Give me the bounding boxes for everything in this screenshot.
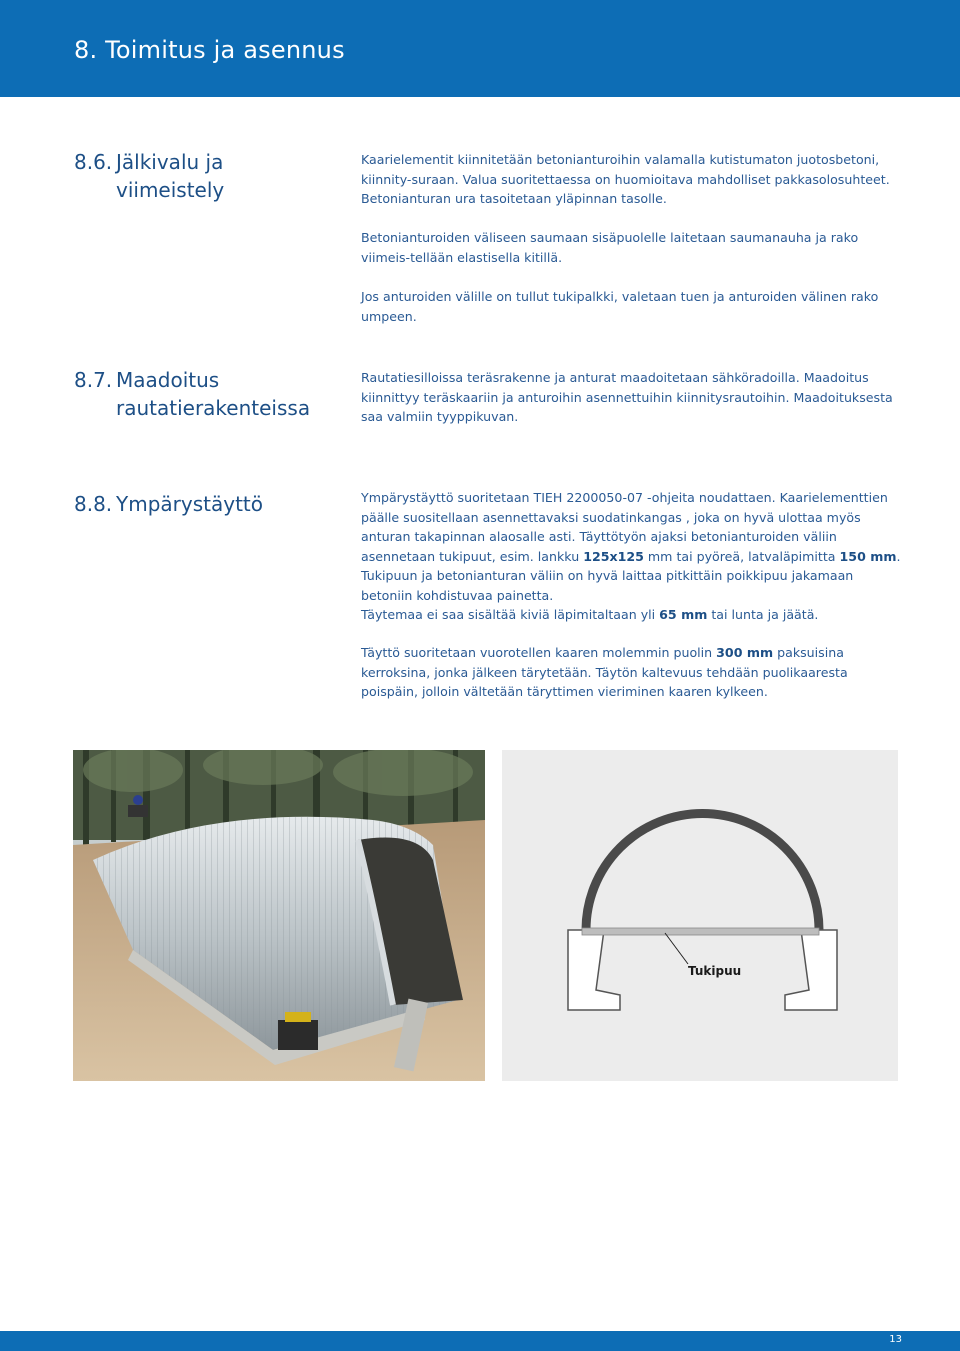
paragraph: Rautatiesilloissa teräsrakenne ja anturat maadoitetaan sähköradoilla. Maadoitus kiinnittyy teräskaariin ja anturoihin asennettuihin kiinnitysrautoihin. Maadoituksesta saa valmiin tyyppikuvan. <box>361 370 893 424</box>
section-number: 8.6. <box>74 150 113 174</box>
installation-photo <box>73 750 485 1081</box>
cross-section-diagram <box>502 750 898 1081</box>
emphasis: 150 mm <box>839 548 897 564</box>
section-title-line2: viimeistely <box>116 178 225 202</box>
page-title: 8. Toimitus ja asennus <box>74 36 345 64</box>
paragraph: Ympärystäyttö suoritetaan TIEH 2200050-07 -ohjeita noudattaen. Kaarielementtien päälle suositellaan asennettavaksi suodatinkangas , joka on hyvä ulottaa myös anturan takapinnan alaosalle asti. Täyttötyön ajaksi betonianturoiden väliin asennetaan tukipuut, esim. lankku 125x125 mm tai pyöreä, latvaläpimitta 150 mm. Tukipuun ja betonianturan väliin on hyvä laittaa pitkittäin poikkipuu jakamaan betoniin kohdistuvaa painetta. <box>361 490 901 603</box>
paragraph: Jos anturoiden välille on tullut tukipalkki, valetaan tuen ja anturoiden välinen rako umpeen. <box>361 289 879 324</box>
page-footer <box>0 1331 960 1351</box>
section-heading-8-8 <box>74 490 263 518</box>
strut-label: Tukipuu <box>688 964 742 978</box>
emphasis: 125x125 <box>583 548 644 564</box>
paragraph: Täyttö suoritetaan vuorotellen kaaren molemmin puolin 300 mm paksuisina kerroksina, jonka jälkeen tärytetään. Täytön kaltevuus tehdään puolikaaresta poispäin, jolloin vältetään täryttimen vieriminen kaaren kylkeen. <box>361 645 848 699</box>
section-title-line1: Jälkivalu ja <box>116 150 224 174</box>
section-title-line2: rautatierakenteissa <box>116 396 311 420</box>
page-header <box>0 0 960 97</box>
paragraph: Täytemaa ei saa sisältää kiviä läpimitaltaan yli 65 mm tai lunta ja jäätä. <box>361 607 819 622</box>
section-number: 8.8. <box>74 492 113 516</box>
paragraph: Betonianturoiden väliseen saumaan sisäpuolelle laitetaan saumanauha ja rako viimeis-tellään elastisella kitillä. <box>361 230 859 265</box>
paragraph: Kaarielementit kiinnitetään betonianturoihin valamalla kutistumaton juotosbetoni, kiinnity-suraan. Valua suoritettaessa on huomioitava mahdolliset pakkasolosuhteet. Betonianturan ura tasoitetaan yläpinnan tasolle. <box>361 152 890 206</box>
page-number: 13 <box>889 1334 902 1345</box>
emphasis: 300 mm <box>716 645 774 660</box>
section-heading-8-6 <box>74 148 224 204</box>
emphasis: 65 mm <box>659 607 708 622</box>
section-title-line1: Ympärystäyttö <box>116 492 263 516</box>
section-heading-8-7 <box>74 366 310 422</box>
section-title-line1: Maadoitus <box>116 368 220 392</box>
section-number: 8.7. <box>74 368 113 392</box>
